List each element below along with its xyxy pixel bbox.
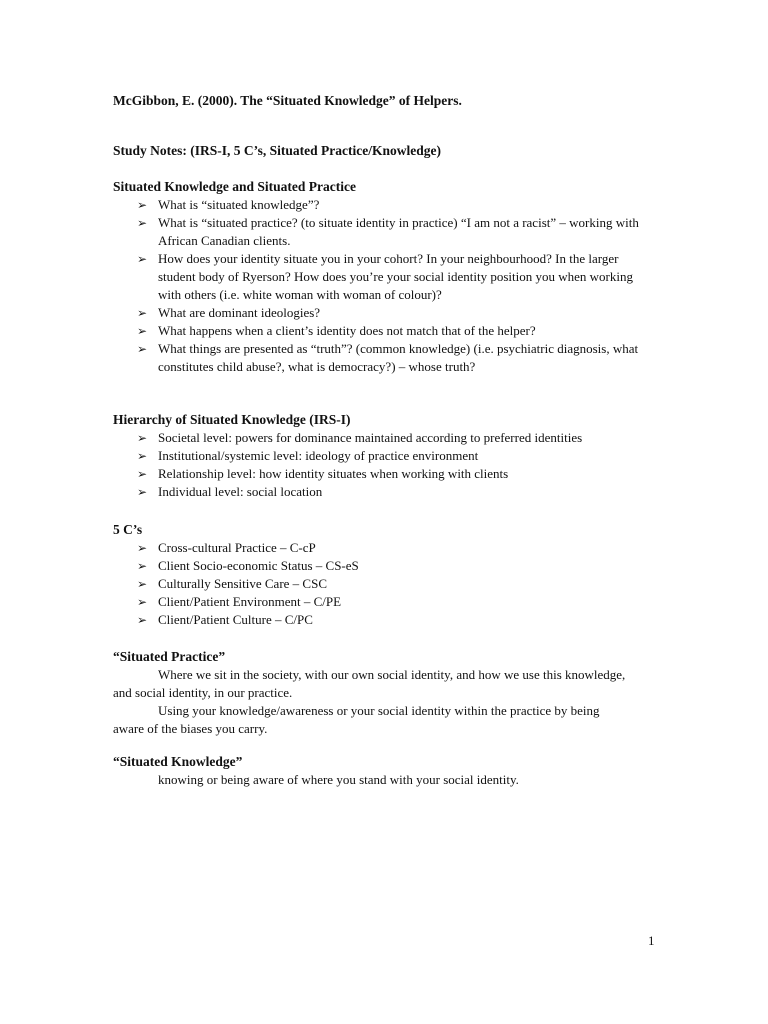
- situated-practice-paragraph-2: Using your knowledge/awareness or your social identity within the practice by being aware of the biases you carry.: [113, 703, 600, 736]
- list-item: ➢ Institutional/systemic level: ideology of practice environment: [137, 448, 479, 463]
- arrow-bullet-icon: ➢: [137, 216, 148, 230]
- section-heading-situated-knowledge-practice: Situated Knowledge and Situated Practice: [113, 179, 356, 194]
- arrow-bullet-icon: ➢: [137, 577, 148, 591]
- situated-knowledge-heading: “Situated Knowledge”: [113, 754, 243, 769]
- page-number: 1: [648, 933, 655, 948]
- arrow-bullet-icon: ➢: [137, 198, 148, 212]
- list-item: ➢ Client/Patient Environment – C/PE: [137, 594, 342, 609]
- arrow-bullet-icon: ➢: [137, 252, 148, 266]
- arrow-bullet-icon: ➢: [137, 485, 148, 499]
- situated-practice-paragraph-1: Where we sit in the society, with our own social identity, and how we use this knowledge, and social identity, in our practice.: [113, 667, 626, 700]
- arrow-bullet-icon: ➢: [137, 342, 148, 356]
- study-notes-subtitle: Study Notes: (IRS-I, 5 C’s, Situated Practice/Knowledge): [113, 143, 441, 158]
- list-item: ➢ What are dominant ideologies?: [137, 305, 321, 320]
- list-item: ➢ Individual level: social location: [137, 484, 323, 499]
- five-cs-list: [137, 539, 657, 629]
- list-item: ➢ What is “situated practice? (to situate identity in practice) “I am not a racist” – working with African Canadian clients.: [137, 215, 639, 248]
- list-item: ➢ Client/Patient Culture – C/PC: [137, 612, 313, 627]
- list-item: ➢ Relationship level: how identity situates when working with clients: [137, 466, 509, 481]
- situated-knowledge-paragraph: knowing or being aware of where you stand with your social identity.: [158, 772, 519, 787]
- arrow-bullet-icon: ➢: [137, 431, 148, 445]
- arrow-bullet-icon: ➢: [137, 595, 148, 609]
- arrow-bullet-icon: ➢: [137, 541, 148, 555]
- section-heading-5-cs: 5 C’s: [113, 522, 143, 537]
- arrow-bullet-icon: ➢: [137, 324, 148, 338]
- list-item: ➢ What happens when a client’s identity does not match that of the helper?: [137, 323, 536, 338]
- arrow-bullet-icon: ➢: [137, 559, 148, 573]
- arrow-bullet-icon: ➢: [137, 449, 148, 463]
- list-item: ➢ Culturally Sensitive Care – CSC: [137, 576, 327, 591]
- arrow-bullet-icon: ➢: [137, 306, 148, 320]
- section-heading-hierarchy: Hierarchy of Situated Knowledge (IRS-I): [113, 412, 351, 427]
- hierarchy-list: [137, 429, 657, 501]
- list-item: ➢ Cross-cultural Practice – C-cP: [137, 540, 316, 555]
- situated-practice-heading: “Situated Practice”: [113, 649, 226, 664]
- document-title: McGibbon, E. (2000). The “Situated Knowledge” of Helpers.: [113, 93, 462, 108]
- list-item: ➢ What things are presented as “truth”? (common knowledge) (i.e. psychiatric diagnosis, what constitutes child abuse?, what is democracy?) – whose truth?: [137, 341, 639, 374]
- list-item: ➢ How does your identity situate you in your cohort? In your neighbourhood? In the larger student body of Ryerson? How does you’re your social identity position you when working with others (i.e. white woman with woman of colour)?: [137, 251, 633, 302]
- list-item: ➢ Client Socio-economic Status – CS-eS: [137, 558, 359, 573]
- arrow-bullet-icon: ➢: [137, 613, 148, 627]
- situated-knowledge-list: [137, 196, 657, 376]
- arrow-bullet-icon: ➢: [137, 467, 148, 481]
- list-item: ➢ Societal level: powers for dominance maintained according to preferred identities: [137, 430, 583, 445]
- list-item: ➢ What is “situated knowledge”?: [137, 197, 320, 212]
